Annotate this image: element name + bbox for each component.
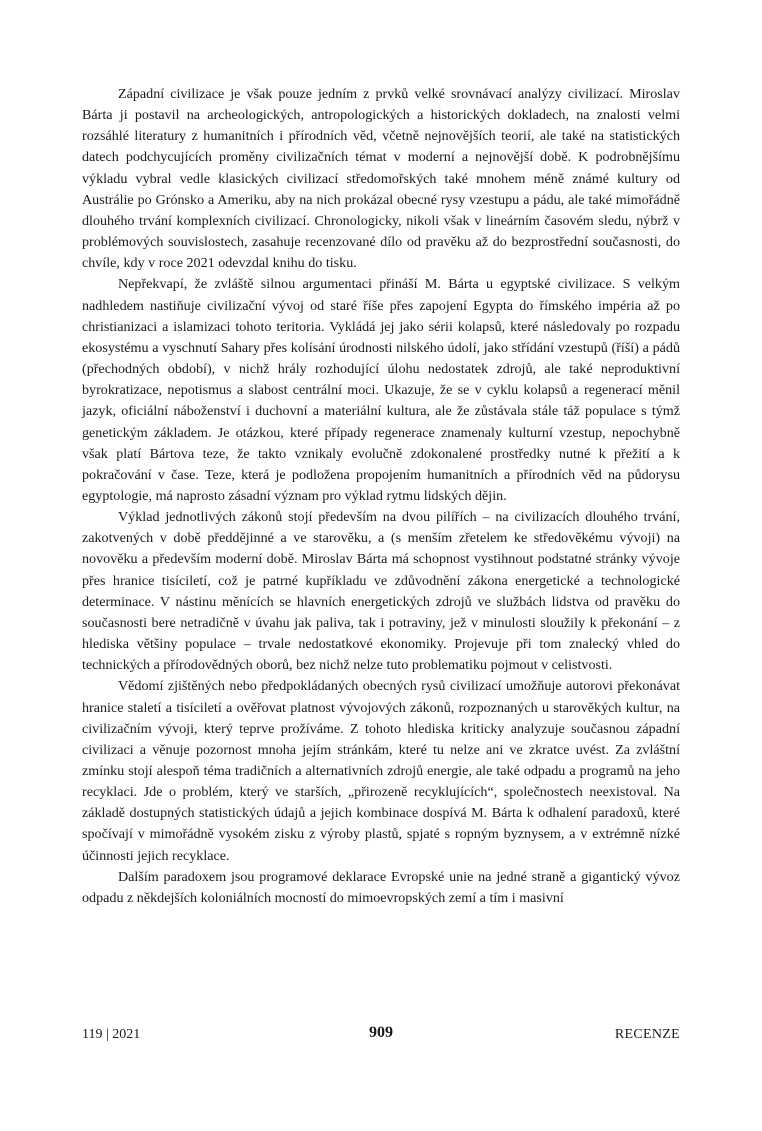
issue-label: 119 | 2021 (82, 1027, 141, 1042)
page-footer (82, 1024, 680, 1048)
paragraph-1: Západní civilizace je však pouze jedním z prvků velké srovnávací analýzy civilizací. Miroslav Bárta ji postavil na archeologických, antropologických a historických dokladech, na znalosti velmi rozsáhlé literatury z humanitních i přírodních věd, včetně nejnovějších teorií, ale také na statistických datech podchycujících proměny civilizačních témat v moderní a nejnovější době. K podrobnějšímu výkladu vybral vedle klasických civilizací středomořských také mnohem méně známé kultury od Austrálie po Grónsko a Ameriku, aby na nich prokázal obecné rysy vzestupu a pádu, ale také mimořádně dlouhého trvání komplexních civilizací. Chronologicky, nikoli však v lineárním časovém sledu, nýbrž v problémových souvislostech, zasahuje recenzované dílo od pravěku až do bezprostřední současnosti, do chvíle, kdy v roce 2021 odevzdal knihu do tisku. (82, 86, 680, 272)
paragraph-4: Vědomí zjištěných nebo předpokládaných obecných rysů civilizací umožňuje autorovi překonávat hranice staletí a tisíciletí a ověřovat platnost vývojových zákonů, rozpoznaných u starověkých kultur, na civilizačním vývoji, který teprve prožíváme. Z tohoto hlediska kriticky analyzuje současnou západní civilizaci a věnuje pozornost mnoha jejím stránkám, které tu nelze ani ve zkratce uvést. Za zvláštní zmínku stojí alespoň téma tradičních a alternativních zdrojů energie, ale také odpadu a programů na jeho recyklaci. Jde o problém, který ve starších, „přirozeně recyklujících“, společnostech neexistoval. Na základě dostupných statistických údajů a jejich kombinace dospívá M. Bárta k odhalení paradoxů, které spočívají v mimořádně vysokém zisku z výroby plastů, spjaté s ropným byznysem, a v extrémně nízké účinnosti jejich recyklace. (82, 678, 680, 864)
section-label: RECENZE (614, 1027, 680, 1042)
paragraph-5: Dalším paradoxem jsou programové deklarace Evropské unie na jedné straně a gigantický vývoz odpadu z někdejších koloniálních mocností do mimoevropských zemí a tím i masivní (82, 868, 680, 906)
paragraph-3: Výklad jednotlivých zákonů stojí především na dvou pilířích – na civilizacích dlouhého trvání, zakotvených v době předdějinné a ve starověku, a (s menším zřetelem ke středověkému vývoji) na novověku a především moderní době. Miroslav Bárta má schopnost vystihnout podstatné stránky vývoje přes hranice tisíciletí, což je patrné kupříkladu ve zdůvodnění zákona energetické a technologické determinace. V nástinu měnících se hlavních energetických zdrojů ve službách lidstva od pravěku do současnosti bere netradičně v úvahu jak paliva, tak i potraviny, jež v minulosti sloužily k překonání – z hlediska většiny populace – trvale nedostatkové ekonomiky. Projevuje při tom znalecký vhled do technických a přírodovědných oborů, bez nichž nelze tuto problematiku pojmout v celistvosti. (82, 509, 680, 674)
page-number: 909 (369, 1024, 393, 1041)
paragraph-2: Nepřekvapí, že zvláště silnou argumentaci přináší M. Bárta u egyptské civilizace. S velkým nadhledem nastiňuje civilizační vývoj od staré říše přes zapojení Egypta do římského impéria až po christianizaci a islamizaci tohoto teritoria. Vykládá jej jako sérii kolapsů, které následovaly po rozpadu ekosystému a vyschnutí Sahary přes kolísání úrodnosti nilského údolí, jako střídání vzestupů (říší) a pádů (přechodných období), v nichž hrály rozhodující úlohu nedostatek zdrojů, ale také neproduktivní byrokratizace, nepotismus a slabost centrální moci. Ukazuje, že se v cyklu kolapsů a regenerací měnil jazyk, oficiální náboženství i duchovní a materiální kultura, ale že zůstávala stále táž populace s týmž genetickým základem. Je otázkou, které případy regenerace znamenaly kulturní vzestup, nepochybně však platí Bártova teze, že takto vznikaly evolučně zdokonalené prostředky nutné k přežití a k pokračování v čase. Teze, která je podložena propojením humanitních a přírodních věd na půdorysu egyptologie, má naprosto zásadní význam pro výklad rytmu lidských dějin. (82, 276, 680, 504)
article-body (82, 84, 680, 909)
